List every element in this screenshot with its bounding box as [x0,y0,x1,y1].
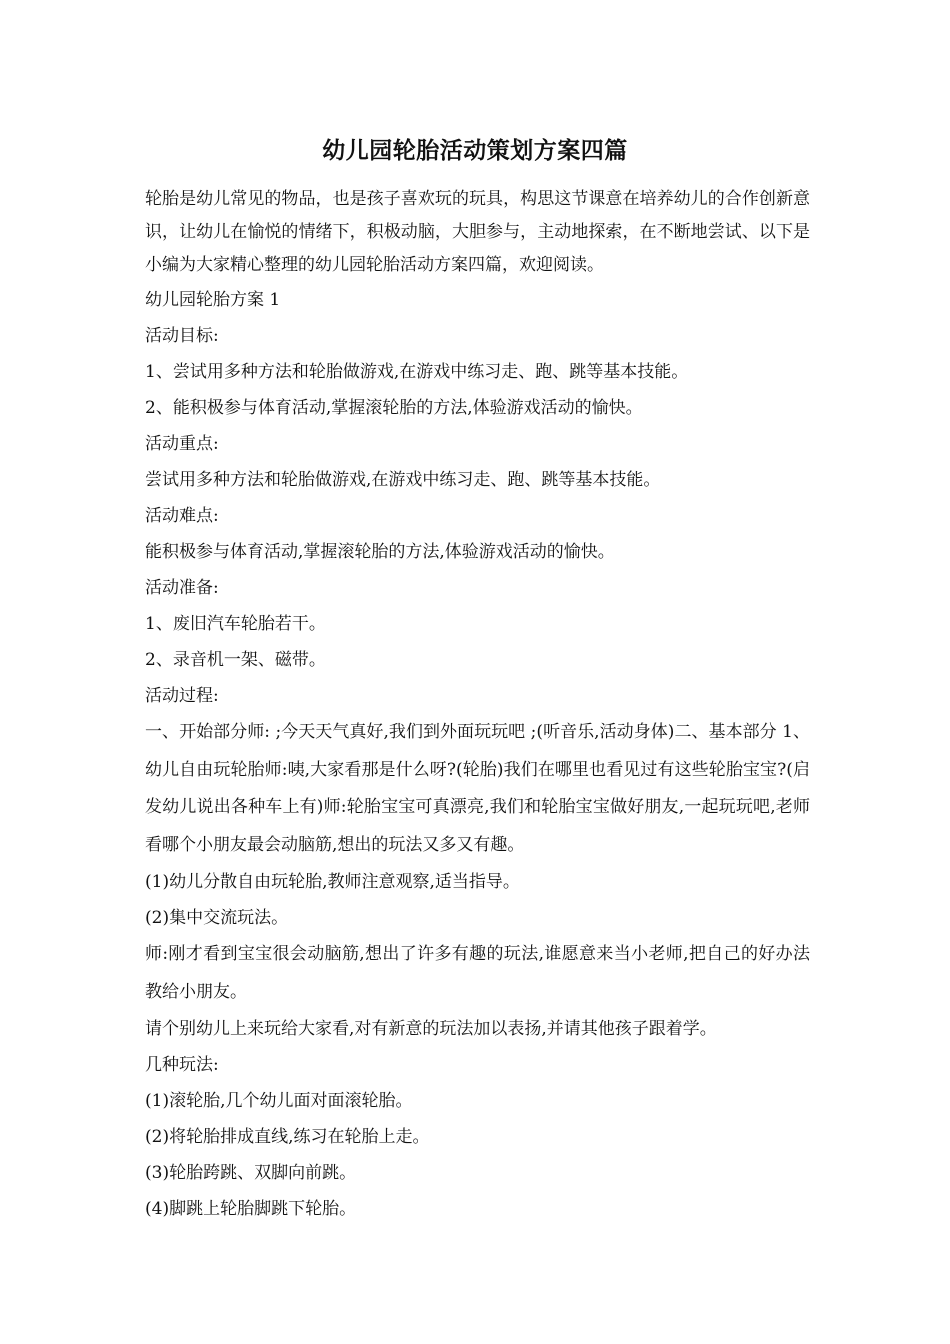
preparation-item: 2、录音机一架、磁带。 [145,650,326,670]
goal-heading: 活动目标: [145,326,219,346]
methods-heading: 几种玩法: [145,1055,219,1075]
difficulty-text: 能积极参与体育活动,掌握滚轮胎的方法,体验游戏活动的愉快。 [145,542,615,562]
process-paragraph: 一、开始部分师: ;今天天气真好,我们到外面玩玩吧 ;(听音乐,活动身体)二、基本部分 1、幼儿自由玩轮胎师:咦,大家看那是什么呀?(轮胎)我们在哪里也看见过有这些轮胎宝宝?(启发幼儿说出各种车上有)师:轮胎宝宝可真漂亮,我们和轮胎宝宝做好朋友,一起玩玩吧,老师看哪个小朋友最会动脑筋,想出的玩法又多又有趣。 [145,722,810,855]
focus-text: 尝试用多种方法和轮胎做游戏,在游戏中练习走、跑、跳等基本技能。 [145,470,661,490]
difficulty-heading: 活动难点: [145,506,219,526]
process-item: (2)集中交流玩法。 [145,908,289,928]
goal-item: 2、能积极参与体育活动,掌握滚轮胎的方法,体验游戏活动的愉快。 [145,398,643,418]
goal-item: 1、尝试用多种方法和轮胎做游戏,在游戏中练习走、跑、跳等基本技能。 [145,362,689,382]
method-item: (4)脚跳上轮胎脚跳下轮胎。 [145,1199,357,1219]
preparation-item: 1、废旧汽车轮胎若干。 [145,614,326,634]
document-title: 幼儿园轮胎活动策划方案四篇 [322,137,628,164]
teacher-paragraph: 师:刚才看到宝宝很会动脑筋,想出了许多有趣的玩法,谁愿意来当小老师,把自己的好办法教给小朋友。 [145,944,810,1002]
focus-heading: 活动重点: [145,434,219,454]
body-paragraph: 请个别幼儿上来玩给大家看,对有新意的玩法加以表扬,并请其他孩子跟着学。 [145,1019,717,1039]
process-item: (1)幼儿分散自由玩轮胎,教师注意观察,适当指导。 [145,872,520,892]
process-heading: 活动过程: [145,686,219,706]
intro-paragraph: 轮胎是幼儿常见的物品，也是孩子喜欢玩的玩具，构思这节课意在培养幼儿的合作创新意识，让幼儿在愉悦的情绪下，积极动脑，大胆参与，主动地探索，在不断地尝试、以下是小编为大家精心整理的幼儿园轮胎活动方案四篇，欢迎阅读。 [145,189,810,275]
document-body [145,183,810,1227]
method-item: (2)将轮胎排成直线,练习在轮胎上走。 [145,1127,430,1147]
section-heading: 幼儿园轮胎方案 1 [145,290,281,310]
method-item: (1)滚轮胎,几个幼儿面对面滚轮胎。 [145,1091,413,1111]
preparation-heading: 活动准备: [145,578,219,598]
method-item: (3)轮胎跨跳、双脚向前跳。 [145,1163,357,1183]
